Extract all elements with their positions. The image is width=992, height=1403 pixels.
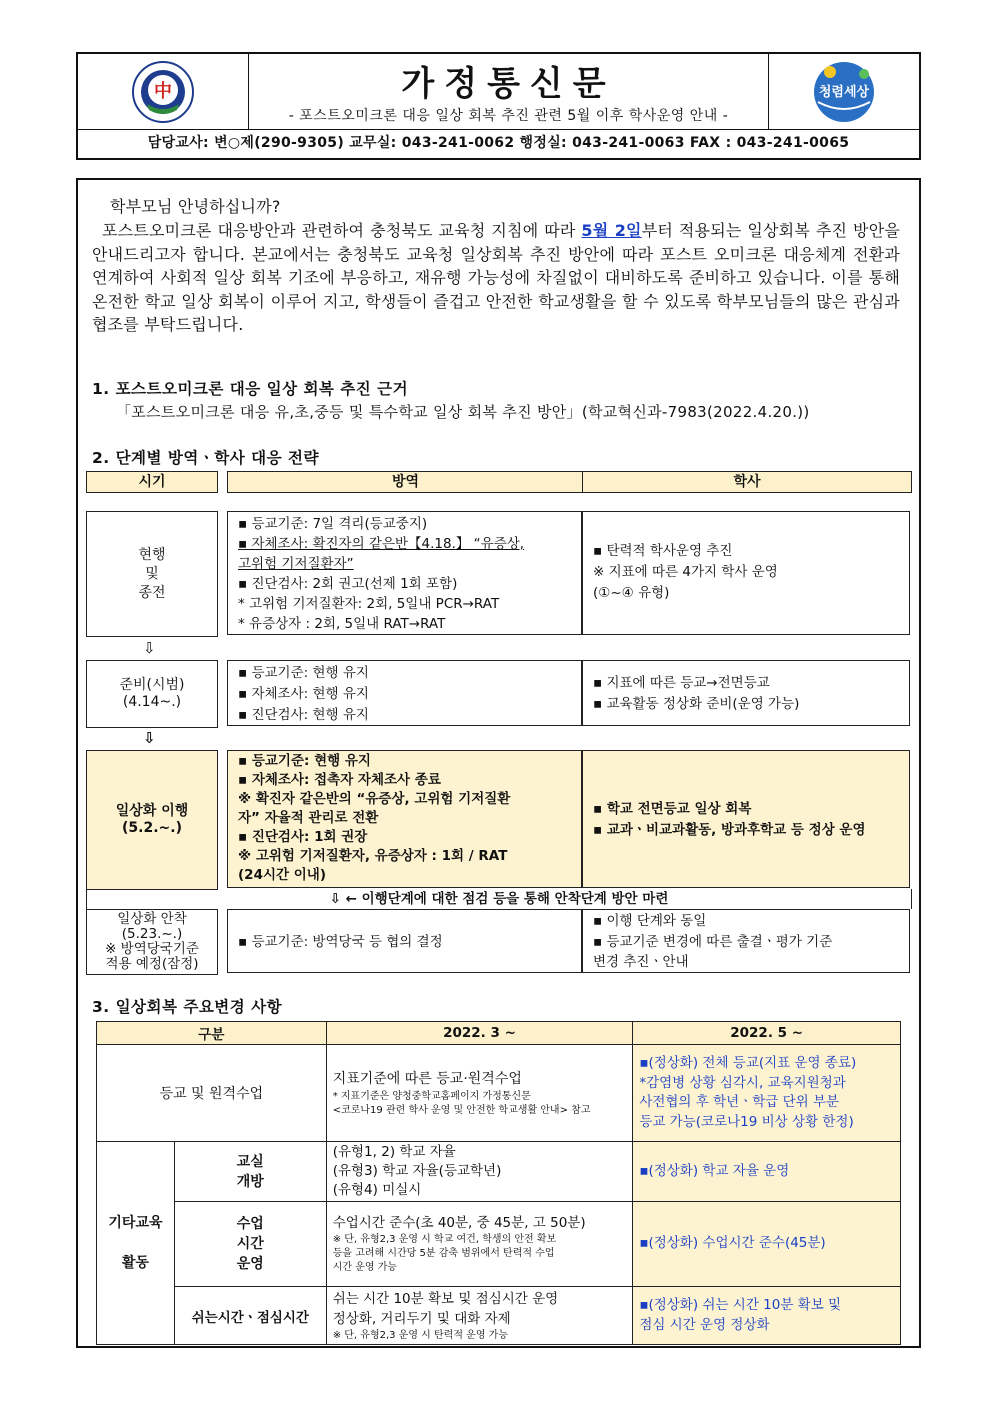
stage1-row [86,511,912,637]
stage1-a-line: ※ 지표에 따른 4가지 학사 운영 [593,564,778,580]
stage3-period-line: (5.2.~.) [122,820,182,836]
stage2-row [86,660,912,728]
stage1-q-line: 고위험 기저질환자” [238,556,354,572]
contact-line: 담당교사: 변○제(290-9305) 교무실: 043-241-0062 행정실: 043-241-0063 FAX : 043-241-0065 [147,135,850,151]
row4-may [633,1287,901,1345]
stage1-period-line: 종전 [138,584,166,601]
row-label-break-lunch: 쉬는시간ㆍ점심시간 [174,1287,326,1345]
intro-text-1: 포스트오미크론 대응방안과 관련하여 충청북도 교육청 지침에 따라 [102,221,582,240]
header-quarantine: 방역 [227,471,584,493]
row4-march [326,1287,633,1345]
school-logo-char: 中 [154,80,172,102]
row2-march [326,1142,633,1202]
row3-label-line: 수업 [236,1216,264,1232]
stage4-period-line: 적용 예정(잠정) [105,956,199,972]
stage2-a-line: ▪ 교육활동 정상화 준비(운영 가능) [593,696,800,712]
table-row [97,1142,901,1202]
stage1-q-line: ▪ 등교기준: 7일 격리(등교중지) [238,516,428,532]
stage3-q-line: ▪ 자체조사: 접촉자 자체조사 종료 [238,772,441,788]
stage2-q-line: ▪ 진단검사: 현행 유지 [238,707,369,723]
stage4-a-line: ▪ 이행 단계와 동일 [593,913,707,929]
row1-may [633,1045,901,1142]
stage3-q-line: ※ 확진자 같은반의 “유증상, 고위험 기저질환 [238,791,511,807]
row4-march-line: 쉬는 시간 10분 확보 및 점심시간 운영 [332,1290,559,1307]
intro-text-2: 부터 적용되는 일상회복 추진 방안을 안내드리고자 합니다. 본교에서는 충청북도 교육청 일상회복 추진 방안에 따라 포스트 오미크론 대응체계 전환과 연계하여 사회적 일상 회복 기조에 부응하고, 재유행 가능성에 차질없이 대비하도록 준비하고 있습니다. 이를 통해 온전한 학교 일상 회복이 이루어 지고, 학생들이 즐겁고 안전한 학교생활을 할 수 있도록 학부모님들의 많은 관심과 협조를 부탁드립니다. [92,221,900,334]
stage4-period-line: (5.23.~.) [121,926,183,942]
stage4-q-line: ▪ 등교기준: 방역당국 등 협의 결정 [238,934,443,950]
stage2-period [86,660,218,728]
stage2-q-line: ▪ 등교기준: 현행 유지 [238,665,369,681]
page-title: 가정통신문 [401,64,616,104]
row1-march-note: <코로나19 관련 학사 운영 및 안전한 학교생활 안내> 참고 [332,1105,591,1116]
section3-title: 3. 일상회복 주요변경 사항 [92,998,283,1016]
stage2-q-line: ▪ 자체조사: 현행 유지 [238,686,369,702]
row2-march-line: (유형1, 2) 학교 자율 [332,1144,456,1160]
row3-march-main: 수업시간 준수(초 40분, 중 45분, 고 50분) [332,1215,586,1231]
header-academic: 학사 [582,471,912,493]
stage2-period-line: (4.14~.) [122,694,182,710]
stage4-a-line: 변경 추진ㆍ안내 [593,954,689,970]
stage3-quarantine [227,750,582,888]
header-may: 2022. 5 ~ [633,1022,901,1045]
changes-table [96,1021,901,1345]
transition-line: ⇩ ← 이행단계에 대한 점검 등을 통해 안착단계 방안 마련 [86,889,912,909]
stage1-q-line: * 유증상자 : 2회, 5일내 RAT→RAT [238,616,446,632]
row1-march-note: * 지표기준은 양청중학교홈페이지 가정통신문 [332,1091,531,1102]
stage3-q-line: 자” 자율적 관리로 전환 [238,810,379,826]
row4-march-note: ※ 단, 유형2,3 운영 시 탄력적 운영 가능 [332,1329,508,1341]
table-row [97,1045,901,1142]
section2-header-row [86,471,912,492]
row2-label-line: 개방 [236,1173,264,1190]
row3-march-note: ※ 단, 유형2,3 운영 시 학교 여건, 학생의 안전 확보 [332,1234,557,1245]
stage1-a-line: ▪ 탄력적 학사운영 추진 [593,543,733,559]
stage4-academic [582,909,910,973]
stage4-a-line: ▪ 등교기준 변경에 따른 출결ㆍ평가 기준 [593,933,833,950]
stage4-row [86,909,912,975]
stage1-quarantine [227,511,582,635]
stage4-quarantine [227,909,582,973]
arrow-down-icon: ⇩ [143,639,156,657]
group-label-line: 기타교육 [108,1215,163,1231]
greeting: 학부모님 안녕하십니까? [110,197,281,216]
stage4-period [86,909,218,975]
group-label-line: 활동 [121,1255,149,1271]
stage3-q-line: (24시간 이내) [238,867,326,883]
header-category: 구분 [97,1022,327,1045]
table-row [97,1287,901,1345]
integrity-logo-text: 청렴세상 [818,84,870,100]
school-logo-icon [131,60,195,124]
stage2-a-line: ▪ 지표에 따른 등교→전면등교 [593,675,770,691]
row-label-class-time [174,1202,326,1287]
stage3-period [86,750,218,890]
section1-title: 1. 포스트오미크론 대응 일상 회복 추진 근거 [92,380,409,398]
stage3-q-line: ▪ 진단검사: 1회 권장 [238,829,368,845]
row2-label-line: 교실 [236,1153,264,1170]
row3-march-note: 시간 운영 가능 [332,1262,398,1273]
stage3-period-line: 일상화 이행 [115,803,189,819]
stage1-a-line: (①~④ 유형) [593,585,670,601]
stage2-period-line: 준비(시범) [119,677,185,693]
stage3-a-line: ▪ 학교 전면등교 일상 회복 [593,801,752,817]
stage1-period-line: 현행 [138,546,166,563]
stage1-academic [582,511,910,635]
row1-march [326,1045,633,1142]
page-subtitle: - 포스트오미크론 대응 일상 회복 추진 관련 5월 이후 학사운영 안내 - [288,108,729,124]
row3-may: ▪(정상화) 수업시간 준수(45분) [633,1202,901,1287]
stage1-q-line: * 고위험 기저질환자: 2회, 5일내 PCR→RAT [238,596,500,612]
intro-paragraph [92,219,900,337]
school-logo-cell [78,54,249,129]
row4-march-line: 정상화, 거리두기 및 대화 자제 [332,1310,511,1327]
stage3-q-line: ▪ 등교기준: 현행 유지 [238,753,371,769]
changes-header-row [97,1022,901,1045]
row-label-classroom [174,1142,326,1202]
table-row [97,1202,901,1287]
row1-may-line: 등교 가능(코로나19 비상 상황 한정) [639,1113,854,1130]
header-march: 2022. 3 ~ [326,1022,633,1045]
section1-basis: 「포스트오미크론 대응 유,초,중등 및 특수학교 일상 회복 추진 방안」(학교혁신과-7983(2022.4.20.)) [116,403,810,421]
stage3-academic [582,750,910,888]
header-period: 시기 [86,471,218,493]
row1-march-main: 지표기준에 따른 등교·원격수업 [332,1071,522,1087]
row3-march [326,1202,633,1287]
row2-march-line: (유형3) 학교 자율(등교학년) [332,1163,502,1179]
row2-may: ▪(정상화) 학교 자율 운영 [633,1142,901,1202]
section2-title: 2. 단계별 방역ㆍ학사 대응 전략 [92,449,319,467]
stage3-a-line: ▪ 교과ㆍ비교과활동, 방과후학교 등 정상 운영 [593,822,866,838]
row4-may-line: ▪(정상화) 쉬는 시간 10분 확보 및 [639,1297,842,1313]
row1-may-line: ▪(정상화) 전체 등교(지표 운영 종료) [639,1055,857,1071]
row1-may-line: 사전협의 후 학년ㆍ학급 단위 부분 [639,1094,840,1110]
stage2-academic [582,660,910,726]
stage1-period-line: 및 [145,565,159,582]
stage3-q-line: ※ 고위험 기저질환자, 유증상자 : 1회 / RAT [238,848,508,864]
stage4-period-line: 일상화 안착 [117,911,187,927]
stage1-q-line: ▪ 진단검사: 2회 권고(선제 1회 포함) [238,576,458,592]
intro-date-highlight: 5월 2일 [581,221,642,240]
group-label-other [97,1142,175,1345]
integrity-logo-cell [768,54,919,129]
title-cell [248,54,769,129]
row4-may-line: 점심 시간 운영 정상화 [639,1316,770,1333]
stage2-quarantine [227,660,582,726]
header-top-row [78,54,919,130]
row1-may-line: *감염병 상황 심각시, 교육지원청과 [639,1074,846,1091]
row3-march-note: 등을 고려해 시간당 5분 감축 범위에서 탄력적 수업 [332,1248,555,1259]
arrow-down-icon: ⇩ [143,729,156,747]
stage1-period [86,511,218,637]
stage1-q-line: ▪ 자체조사: 확진자의 같은반【4.18.】 “유증상, [238,536,525,552]
stage3-row [86,750,912,890]
row3-label-line: 시간 [236,1236,264,1252]
row-label-attendance: 등교 및 원격수업 [97,1045,327,1142]
header-box [76,52,921,160]
row3-label-line: 운영 [236,1256,264,1272]
integrity-logo-icon [808,58,880,126]
row2-march-line: (유형4) 미실시 [332,1182,422,1198]
stage4-period-line: ※ 방역당국기준 [105,941,199,957]
